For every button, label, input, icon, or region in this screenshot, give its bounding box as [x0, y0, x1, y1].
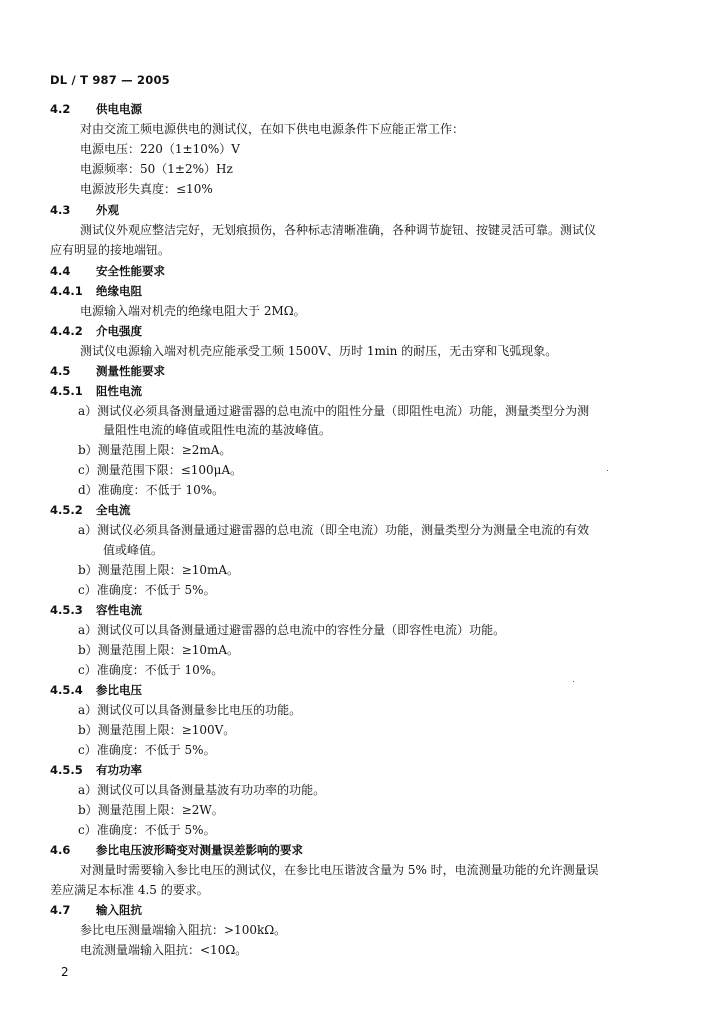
waveform-distortion-text-line-1: 对测量时需要输入参比电压的测试仪，在参比电压谐波含量为 5% 时，电流测量功能的允许测量误 [80, 863, 599, 877]
section-4-2-intro: 对由交流工频电源供电的测试仪，在如下供电电源条件下应能正常工作： [80, 122, 465, 136]
list-item-b: b）测量范围上限：≥10mA。 [78, 643, 240, 657]
page-number: 2 [61, 965, 69, 979]
section-title: 容性电流 [96, 603, 142, 617]
appearance-text-line-2: 应有明显的接地端钮。 [50, 243, 171, 257]
section-4-5-3-heading [50, 601, 142, 619]
waveform-distortion-line: 电源波形失真度：≤10% [80, 182, 213, 196]
section-title: 介电强度 [96, 324, 142, 338]
section-4-2-heading [50, 100, 142, 118]
current-input-impedance-line: 电流测量端输入阻抗：<10Ω。 [80, 943, 248, 957]
section-title: 输入阻抗 [96, 903, 142, 917]
section-number: 4.5.3 [50, 603, 83, 617]
section-4-6-heading [50, 841, 303, 859]
section-4-4-2-heading [50, 322, 142, 340]
section-number: 4.5.4 [50, 683, 83, 697]
section-number: 4.5.5 [50, 763, 83, 777]
list-item-a: a）测试仪必须具备测量通过避雷器的总电流中的阻性分量（即阻性电流）功能，测量类型分为测 [78, 404, 590, 418]
section-number: 4.6 [50, 843, 71, 857]
supply-frequency-line: 电源频率：50（1±2%）Hz [80, 162, 233, 176]
list-item-a: a）测试仪可以具备测量基波有功功率的功能。 [78, 783, 326, 797]
list-item-a: a）测试仪必须具备测量通过避雷器的总电流（即全电流）功能，测量类型分为测量全电流的有效 [78, 523, 590, 537]
list-item-c: c）测量范围下限：≤100μA。 [78, 463, 243, 477]
section-4-4-1-heading [50, 282, 142, 300]
section-title: 阻性电流 [96, 384, 142, 398]
section-number: 4.5 [50, 364, 71, 378]
section-4-5-4-heading [50, 681, 142, 699]
section-number: 4.5.2 [50, 503, 83, 517]
dielectric-strength-text: 测试仪电源输入端对机壳应能承受工频 1500V、历时 1min 的耐压，无击穿和飞弧现象。 [80, 344, 558, 358]
section-number: 4.2 [50, 102, 71, 116]
section-number: 4.4.1 [50, 284, 83, 298]
insulation-resistance-text: 电源输入端对机壳的绝缘电阻大于 2MΩ。 [80, 304, 306, 318]
section-title: 全电流 [96, 503, 131, 517]
section-title: 测量性能要求 [96, 364, 165, 378]
list-item-a: a）测试仪可以具备测量参比电压的功能。 [78, 703, 302, 717]
list-item-a-continuation: 值或峰值。 [103, 543, 164, 557]
section-title: 参比电压 [96, 683, 142, 697]
list-item-c: c）准确度：不低于 5%。 [78, 823, 216, 837]
section-number: 4.3 [50, 203, 71, 217]
reference-voltage-impedance-line: 参比电压测量端输入阻抗：>100kΩ。 [80, 923, 287, 937]
list-item-b: b）测量范围上限：≥2mA。 [78, 443, 232, 457]
section-4-7-heading [50, 901, 142, 919]
list-item-b: b）测量范围上限：≥2W。 [78, 803, 224, 817]
section-title: 绝缘电阻 [96, 284, 142, 298]
scan-speck [573, 681, 574, 682]
section-title: 有功功率 [96, 763, 142, 777]
list-item-d: d）准确度：不低于 10%。 [78, 483, 225, 497]
section-4-5-5-heading [50, 761, 142, 779]
list-item-c: c）准确度：不低于 5%。 [78, 583, 216, 597]
section-title: 外观 [96, 203, 119, 217]
waveform-distortion-text-line-2: 差应满足本标准 4.5 的要求。 [50, 883, 209, 897]
section-title: 安全性能要求 [96, 264, 165, 278]
section-title: 参比电压波形畸变对测量误差影响的要求 [96, 843, 303, 857]
list-item-a: a）测试仪可以具备测量通过避雷器的总电流中的容性分量（即容性电流）功能。 [78, 623, 506, 637]
appearance-text-line-1: 测试仪外观应整洁完好，无划痕损伤，各种标志清晰准确，各种调节旋钮、按键灵活可靠。测试仪 [80, 223, 597, 237]
section-number: 4.4 [50, 264, 71, 278]
list-item-b: b）测量范围上限：≥10mA。 [78, 563, 240, 577]
section-4-3-heading [50, 201, 119, 219]
supply-voltage-line: 电源电压：220（1±10%）V [80, 142, 240, 156]
list-item-c: c）准确度：不低于 5%。 [78, 743, 216, 757]
list-item-c: c）准确度：不低于 10%。 [78, 663, 224, 677]
section-4-5-heading [50, 362, 165, 380]
document-code-header: DL / T 987 — 2005 [50, 73, 170, 87]
section-number: 4.7 [50, 903, 71, 917]
list-item-a-continuation: 量阻性电流的峰值或阻性电流的基波峰值。 [103, 423, 332, 437]
section-4-5-2-heading [50, 501, 131, 519]
section-4-4-heading [50, 262, 165, 280]
scan-speck [607, 470, 608, 471]
section-title: 供电电源 [96, 102, 142, 116]
section-4-5-1-heading [50, 382, 142, 400]
list-item-b: b）测量范围上限：≥100V。 [78, 723, 236, 737]
section-number: 4.4.2 [50, 324, 83, 338]
section-number: 4.5.1 [50, 384, 83, 398]
